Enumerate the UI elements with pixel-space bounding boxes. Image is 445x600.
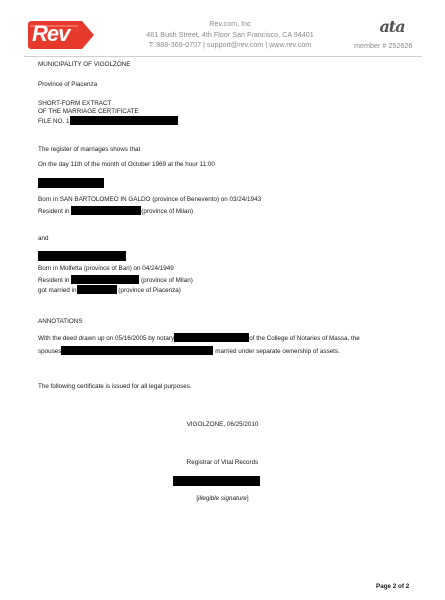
married-province: (province of Piacenza) (118, 287, 181, 294)
annotation-text: spouses (38, 348, 62, 355)
page-number: Page 2 of 2 (376, 583, 410, 590)
bracket: [ (196, 495, 199, 502)
company-contact: T: 888-369-0707 | support@rev.com | www.rev.com (148, 40, 312, 49)
logo-text: Rev (32, 21, 70, 46)
annotation-text: of the College of Notaries of Massa, the (249, 335, 360, 342)
married-in-label: got married in (38, 287, 77, 294)
company-address: 461 Bush Street, 4th Floor San Francisco, CA 94401 (146, 29, 314, 39)
date-line: On the day 11th of the month of October 1969 at the hour 11:00 (38, 161, 215, 168)
spouse2-born: Born in Molfetta (province of Bari) on 04/24/1949 (38, 265, 174, 272)
signature-note: illegible signature (198, 495, 247, 502)
redaction-bar (174, 333, 249, 342)
ata-logo: ata (379, 17, 405, 36)
spouse1-resident-line (38, 206, 193, 217)
annotation-line-1 (38, 333, 360, 344)
redaction-bar (38, 251, 126, 261)
resident-province: (province of Milan) (141, 277, 193, 284)
file-number-line (38, 116, 178, 127)
spouse1-born: Born in SAN BARTOLOMEO IN GALDO (province of Benevento) on 03/24/1943 (38, 196, 262, 203)
married-in-line (38, 285, 181, 296)
register-line: The register of marriages shows that (38, 146, 141, 153)
redaction-bar (38, 178, 104, 188)
redaction-bar (61, 346, 213, 355)
redaction-bar (71, 275, 139, 284)
resident-province: (province of Milan) (141, 208, 194, 215)
registrar-title: Registrar of Vital Records (186, 459, 259, 466)
extract-title-2: OF THE MARRIAGE CERTIFICATE (38, 108, 139, 115)
extract-title-1: SHORT-FORM EXTRACT (38, 100, 112, 107)
rev-logo (26, 20, 96, 55)
annotation-text: married under separate ownership of assets. (215, 348, 340, 355)
annotations-heading: ANNOTATIONS (38, 318, 83, 325)
redaction-bar (77, 285, 117, 294)
company-name: Rev.com, Inc (209, 19, 251, 28)
redaction-bar (71, 206, 141, 215)
place-date: VIGOLZONE, 06/25/2010 (186, 421, 259, 428)
signature-line (0, 495, 445, 504)
member-number: member # 252626 (354, 41, 413, 50)
province: Province of Piacenza (38, 81, 98, 88)
legal-purposes-line: The following certificate is issued for all legal purposes. (38, 383, 192, 390)
file-number: FILE NO. 1 (38, 118, 70, 125)
and-label: and (38, 235, 49, 242)
municipality: MUNICIPALITY OF VIGOLZONE (38, 61, 131, 68)
redaction-bar (70, 116, 178, 125)
header-divider (24, 56, 422, 57)
annotation-line-2 (38, 346, 340, 357)
annotation-text: With the deed drawn up on 05/16/2005 by notary (38, 335, 175, 342)
bracket: ] (246, 495, 249, 502)
header-address-block (120, 19, 340, 51)
spouse2-resident-line (38, 275, 193, 286)
redaction-bar (173, 476, 260, 486)
resident-label: Resident in (38, 208, 70, 215)
resident-label: Resident in (38, 277, 70, 284)
